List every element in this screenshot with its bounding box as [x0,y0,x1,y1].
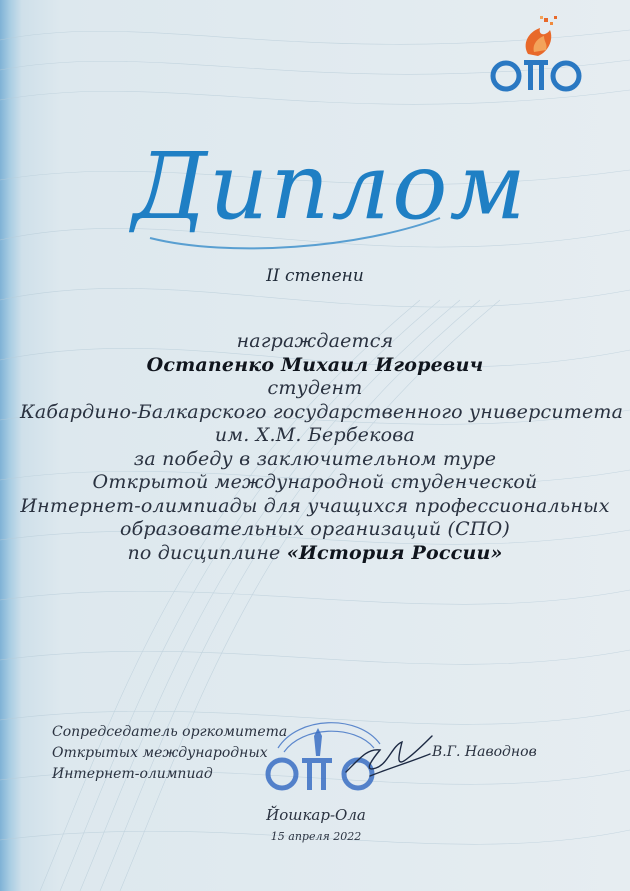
olympiad-logo [484,14,588,102]
recipient-name: Остапенко Михаил Игоревич [146,353,484,376]
reason-line-2: Открытой международной студенческой [92,471,538,493]
degree-label: II степени [266,266,364,286]
reason-line-1: за победу в заключительном туре [133,447,497,470]
signatory-name: В.Г. Наводнов [432,744,537,760]
diploma-title [110,118,550,258]
award-body [20,330,624,565]
role-line: студент [267,377,363,399]
signatory-title-line-1: Сопредседатель оргкомитета [52,724,288,740]
signatory-title [52,722,287,785]
signatory-title-line-3: Интернет-олимпиад [52,766,213,782]
university-line-1: Кабардино-Балкарского государственного университета [20,400,624,423]
discipline-line [20,542,610,566]
reason-line-3: Интернет-олимпиады для учащихся профессиональных [20,494,610,517]
city-label: Йошкар-Ола [266,806,366,824]
reason-line-4: образовательных организаций (СПО) [119,518,510,540]
diploma-title-text: Диплом [132,133,528,240]
awarded-line: награждается [236,330,394,352]
signatory-title-line-2: Открытых международных [52,745,268,761]
discipline-name: «История России» [286,541,503,564]
university-line-2: им. Х.М. Бербекова [214,424,416,446]
date-label: 15 апреля 2022 [270,830,362,843]
handwritten-signature [340,728,436,784]
discipline-prefix: по дисциплине [127,541,281,564]
flame-icon [526,16,557,56]
